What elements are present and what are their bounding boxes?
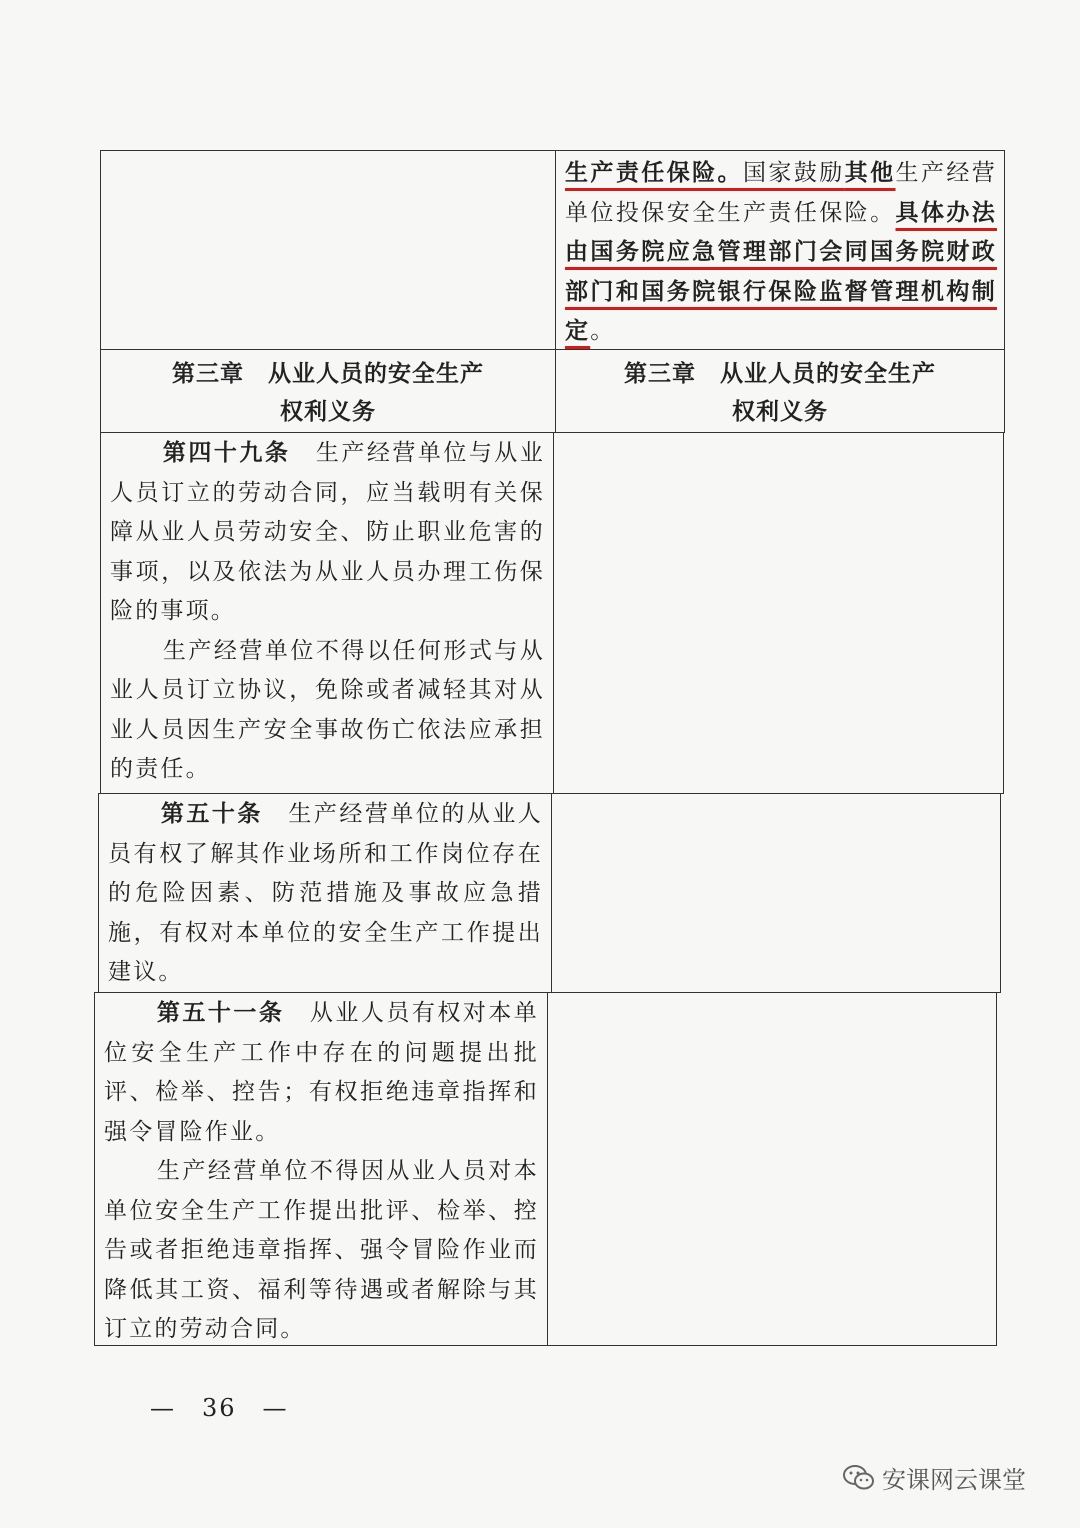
article51-p1-text: 从业人员有权对本单位安全生产工作中存在的问题提出批评、检举、控告；有权拒绝违章指挥和强令冒险作业。: [104, 1000, 539, 1145]
table-cell-left-continuation: [100, 150, 556, 350]
chapter-heading-left: [100, 355, 556, 431]
right-text-segment: 具体办法由国务院应急管理部门会同国务院财政部门和国务院银行保险监督管理机构制定: [565, 199, 997, 344]
wechat-icon: [842, 1463, 876, 1493]
watermark: [842, 1460, 1026, 1495]
right-continuation-paragraph: [565, 154, 997, 352]
page-number: — 36 —: [150, 1394, 289, 1422]
chapter-title-left-line1: 第三章 从业人员的安全生产: [172, 361, 484, 387]
right-text-segment: 其他: [844, 160, 896, 186]
article51-label: 第五十一条: [156, 1000, 285, 1026]
article49-p1-text: 生产经营单位与从业人员订立的劳动合同，应当载明有关保障从业人员劳动安全、防止职业危害的事项，以及依法为从业人员办理工伤保险的事项。: [110, 440, 545, 624]
article51-text: [104, 994, 539, 1350]
chapter-title-right-line2: 权利义务: [732, 399, 828, 425]
table-cell-article49-right: [553, 432, 1004, 794]
right-text-segment: 生产责任保险。: [565, 160, 743, 186]
article50-text: [108, 795, 543, 993]
article50-p1-text: 生产经营单位的从业人员有权了解其作业场所和工作岗位存在的危险因素、防范措施及事故应急措施，有权对本单位的安全生产工作提出建议。: [108, 801, 544, 985]
article51-paragraph-2: 生产经营单位不得因从业人员对本单位安全生产工作提出批评、检举、控告或者拒绝违章指挥、强令冒险作业而降低其工资、福利等待遇或者解除与其订立的劳动合同。: [104, 1158, 539, 1342]
article50-paragraph-1: [108, 795, 543, 993]
article51-paragraph-1: [104, 994, 539, 1152]
chapter-heading-right: [555, 355, 1005, 431]
article49-text: [110, 434, 545, 790]
table-cell-article51-right: [547, 992, 997, 1346]
right-text-segment: 。: [590, 318, 616, 344]
article49-paragraph-1: [110, 434, 545, 632]
article49-label: 第四十九条: [162, 440, 291, 466]
article49-paragraph-2: 生产经营单位不得以任何形式与从业人员订立协议，免除或者减轻其对从业人员因生产安全事故伤亡依法应承担的责任。: [110, 637, 545, 782]
right-continuation-text: [565, 154, 997, 352]
watermark-text: 安课网云课堂: [882, 1466, 1026, 1494]
article50-label: 第五十条: [160, 801, 263, 827]
chapter-title-left-line2: 权利义务: [280, 399, 376, 425]
right-text-segment: 生产经营单位投保安全生产责任保险。: [565, 160, 997, 226]
table-cell-article50-right: [551, 793, 1001, 993]
right-text-segment: 国家鼓励: [742, 160, 845, 186]
chapter-title-right-line1: 第三章 从业人员的安全生产: [624, 361, 936, 387]
